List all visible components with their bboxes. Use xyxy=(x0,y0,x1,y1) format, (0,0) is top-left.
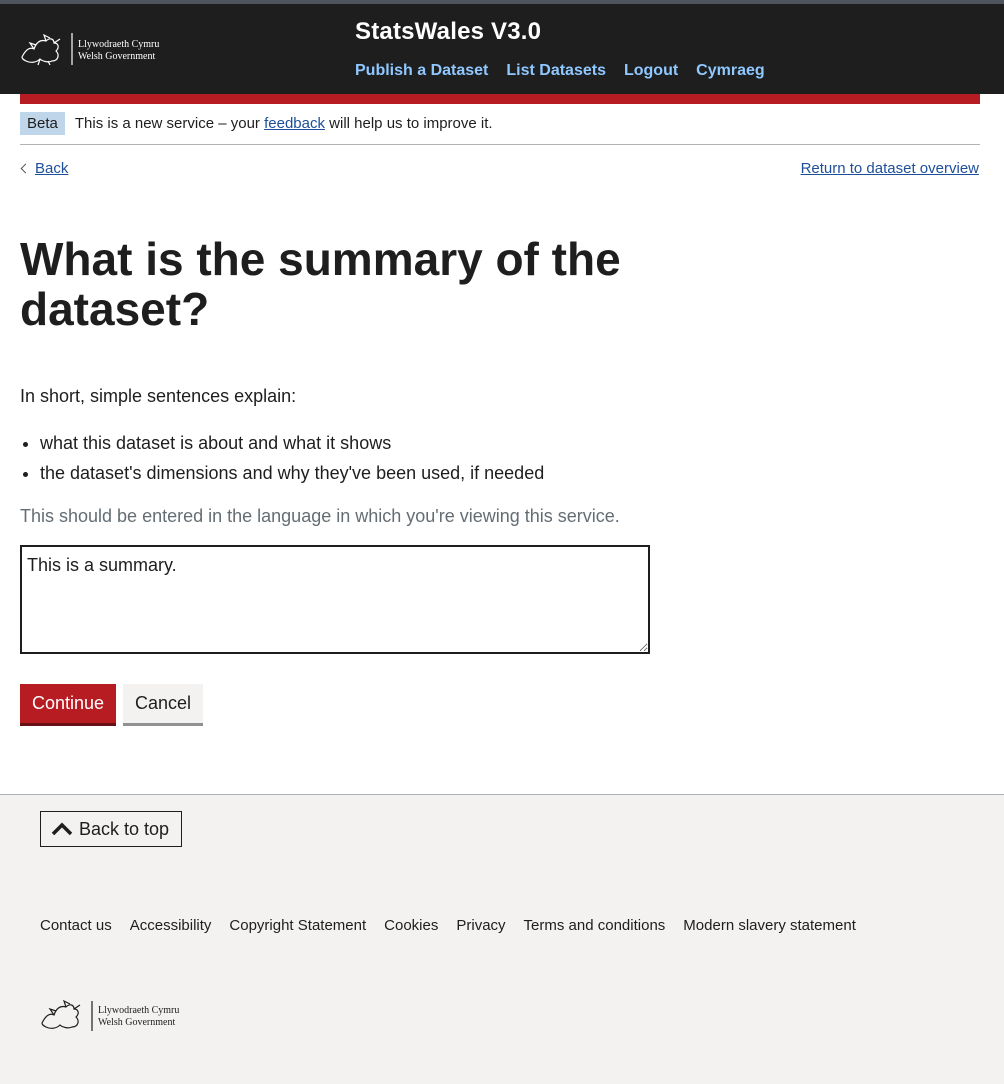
footer-dragon-icon xyxy=(42,1001,80,1028)
nav-publish-dataset[interactable]: Publish a Dataset xyxy=(355,62,489,79)
beta-tag: Beta xyxy=(20,112,65,135)
page-title: What is the summary of the dataset? xyxy=(20,233,621,335)
header-accent-bar xyxy=(20,94,980,104)
return-to-overview-link[interactable]: Return to dataset overview xyxy=(800,160,979,177)
footer-accessibility-link[interactable]: Accessibility xyxy=(129,917,212,934)
guidance-list xyxy=(40,431,544,491)
summary-textarea[interactable] xyxy=(20,545,650,654)
footer-privacy-link[interactable]: Privacy xyxy=(456,917,506,934)
footer-contact-link[interactable]: Contact us xyxy=(40,917,112,934)
footer-copyright-link[interactable]: Copyright Statement xyxy=(229,917,367,934)
beta-text-before: This is a new service – your xyxy=(74,115,265,132)
back-to-top-label: Back to top xyxy=(79,818,170,839)
back-link-container xyxy=(20,160,68,177)
chevron-up-icon xyxy=(51,821,73,837)
footer-cookies-link[interactable]: Cookies xyxy=(384,917,439,934)
back-link[interactable]: Back xyxy=(35,160,69,177)
footer-links xyxy=(40,917,856,934)
footer-terms-link[interactable]: Terms and conditions xyxy=(523,917,666,934)
nav-list-datasets[interactable]: List Datasets xyxy=(506,62,606,79)
beta-banner xyxy=(20,111,980,145)
welsh-government-logo[interactable] xyxy=(20,29,160,69)
cancel-button[interactable]: Cancel xyxy=(123,684,203,723)
dragon-icon xyxy=(22,35,60,65)
logo-english-text: Welsh Government xyxy=(78,51,156,62)
feedback-link[interactable]: feedback xyxy=(264,115,325,132)
service-name[interactable]: StatsWales V3.0 xyxy=(355,18,542,45)
footer-logo-welsh-text: Llywodraeth Cymru xyxy=(98,1005,180,1016)
site-footer xyxy=(0,861,1004,1084)
return-link-container xyxy=(801,160,979,177)
main-navigation xyxy=(355,62,765,80)
guidance-item: • the dataset's dimensions and why they've been used, if needed xyxy=(40,461,544,491)
back-to-top-band xyxy=(0,794,1004,861)
nav-language-toggle[interactable]: Cymraeg xyxy=(696,62,765,79)
footer-welsh-government-logo[interactable] xyxy=(40,999,180,1033)
chevron-left-icon xyxy=(21,164,31,174)
beta-text xyxy=(75,115,493,132)
hint-text: This should be entered in the language in which you're viewing this service. xyxy=(20,506,620,526)
footer-slavery-link[interactable]: Modern slavery statement xyxy=(683,917,856,934)
intro-text: In short, simple sentences explain: xyxy=(20,386,297,406)
site-header xyxy=(0,0,1004,94)
nav-logout[interactable]: Logout xyxy=(623,62,679,79)
guidance-item: • what this dataset is about and what it shows xyxy=(40,431,544,461)
beta-text-after: will help us to improve it. xyxy=(325,115,493,132)
logo-welsh-text: Llywodraeth Cymru xyxy=(78,39,160,50)
footer-logo-english-text: Welsh Government xyxy=(98,1017,176,1028)
back-to-top-button[interactable] xyxy=(40,811,182,847)
continue-button[interactable]: Continue xyxy=(20,684,116,723)
